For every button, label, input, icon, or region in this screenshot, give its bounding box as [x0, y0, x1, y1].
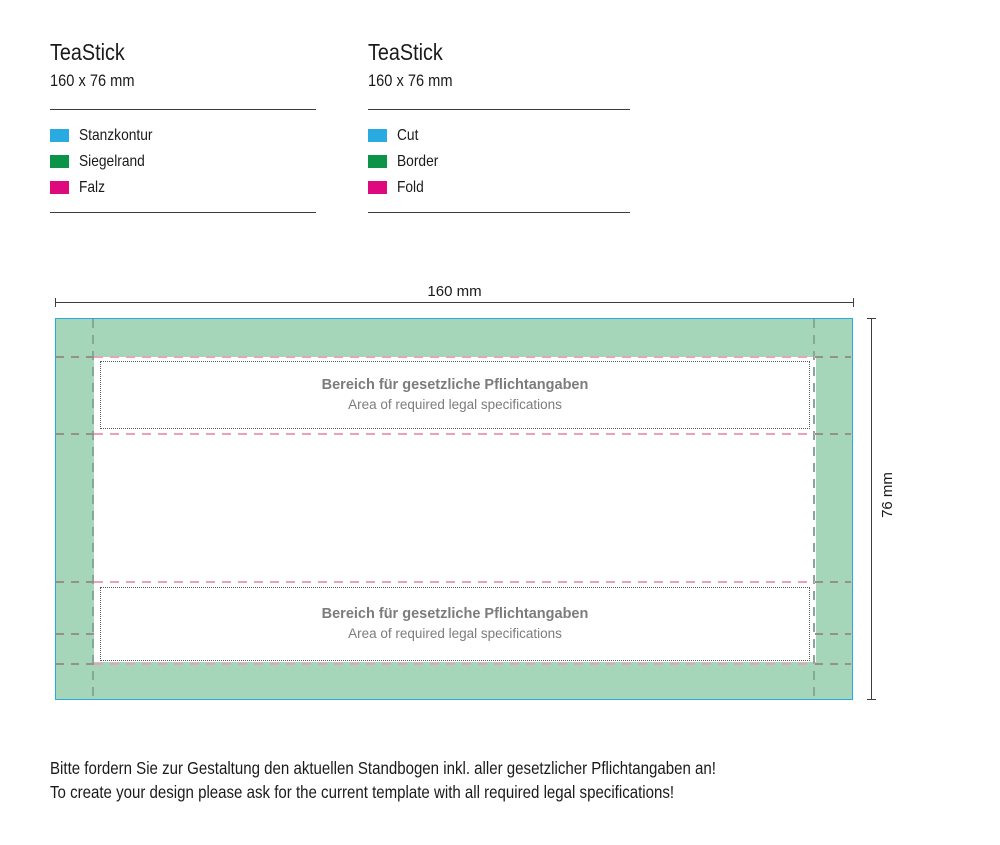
seal-mark-segment	[56, 633, 94, 635]
legend-items	[50, 128, 316, 206]
legend-item-fold	[368, 180, 630, 195]
height-dimension-line	[871, 318, 872, 700]
border-color-swatch-icon	[368, 155, 387, 168]
legend-item-siegelrand	[50, 154, 316, 169]
legend-item-label: Cut	[397, 126, 419, 144]
fold-line-segment	[56, 663, 94, 665]
legal-area-text-de: Bereich für gesetzliche Pflichtangaben	[321, 606, 589, 622]
legend-item-cut	[368, 128, 630, 143]
legend-item-border	[368, 154, 630, 169]
fold-line	[94, 433, 815, 435]
footer-note	[50, 756, 824, 804]
legend-item-stanzkontur	[50, 128, 316, 143]
legal-area-text-en: Area of required legal specifications	[348, 397, 562, 412]
divider	[50, 212, 316, 213]
fold-line-segment	[815, 663, 851, 665]
fold-color-swatch-icon	[368, 181, 387, 194]
legal-area-text-de: Bereich für gesetzliche Pflichtangaben	[321, 377, 589, 393]
footer-line-en: To create your design please ask for the current template with all required legal specifications!	[50, 782, 675, 802]
footer-line-de: Bitte fordern Sie zur Gestaltung den aktuellen Standbogen inkl. aller gesetzlicher Pflichtangaben an!	[50, 758, 716, 778]
legend-item-falz	[50, 180, 316, 195]
legal-area-box-top	[100, 361, 810, 429]
legend-items	[368, 128, 630, 206]
fold-line	[94, 581, 815, 583]
cut-color-swatch-icon	[368, 129, 387, 142]
legend-item-label: Fold	[397, 178, 424, 196]
dimension-tick	[867, 318, 876, 320]
fold-line-segment	[815, 433, 851, 435]
left-seal-edge-dashed-line	[92, 319, 94, 699]
cut-color-swatch-icon	[50, 129, 69, 142]
legal-area-text-en: Area of required legal specifications	[348, 626, 562, 641]
legal-area-box-bottom	[100, 587, 810, 661]
dimension-tick	[853, 298, 855, 307]
fold-line-segment	[815, 356, 851, 358]
legend-item-label: Siegelrand	[79, 152, 145, 170]
fold-color-swatch-icon	[50, 181, 69, 194]
height-dimension-label: 76 mm	[879, 472, 896, 518]
legend-block-english	[368, 40, 630, 212]
dimension-tick	[55, 298, 57, 307]
fold-line-segment	[56, 356, 94, 358]
fold-line-segment	[56, 433, 94, 435]
divider	[368, 212, 630, 213]
legend-item-label: Border	[397, 152, 439, 170]
dimension-tick	[867, 699, 876, 701]
seal-mark-segment	[815, 633, 851, 635]
border-color-swatch-icon	[50, 155, 69, 168]
legend-block-german	[50, 40, 316, 212]
right-seal-edge-dashed-line	[813, 319, 815, 699]
fold-line	[94, 663, 815, 665]
width-dimension-line	[55, 302, 854, 303]
teastick-dieline	[55, 318, 853, 700]
product-size: 160 x 76 mm	[50, 71, 135, 90]
legend-item-label: Stanzkontur	[79, 126, 153, 144]
fold-line-segment	[815, 581, 851, 583]
fold-line	[94, 356, 815, 358]
divider	[50, 109, 316, 110]
width-dimension-label: 160 mm	[427, 283, 482, 300]
fold-line-segment	[56, 581, 94, 583]
legend-item-label: Falz	[79, 178, 106, 196]
product-title: TeaStick	[50, 39, 125, 65]
product-size: 160 x 76 mm	[368, 71, 453, 90]
divider	[368, 109, 630, 110]
product-title: TeaStick	[368, 39, 443, 65]
